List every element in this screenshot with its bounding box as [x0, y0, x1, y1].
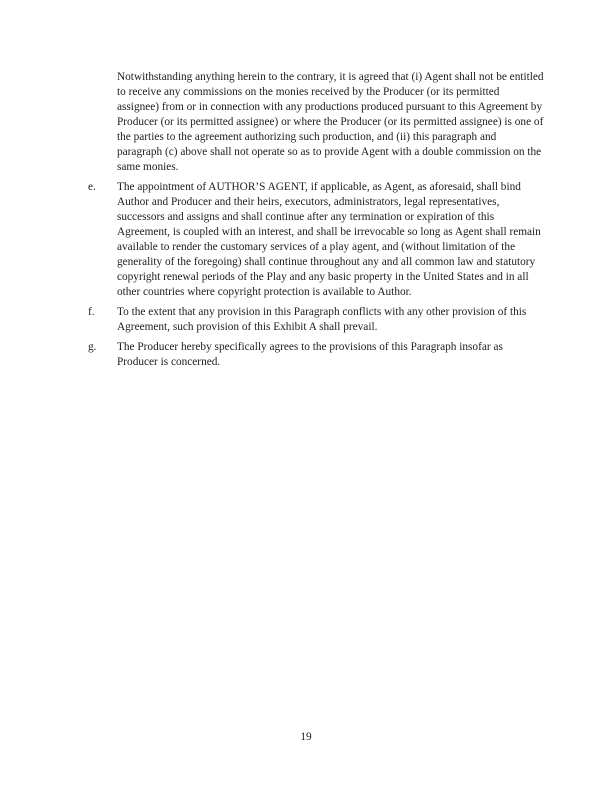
list-item-g — [88, 340, 544, 370]
list-marker-f: f. — [88, 306, 95, 318]
list-marker-e: e. — [88, 181, 96, 193]
list-item-f-text: To the extent that any provision in this Paragraph conflicts with any other provision of this Agreement, such provision of this Exhibit A shall prevail. — [117, 306, 527, 333]
list-item-e-text: The appointment of AUTHOR’S AGENT, if applicable, as Agent, as aforesaid, shall bind Author and Producer and their heirs, executors, administrators, legal representatives, successors and assigns and shall continue after any termination or expiration of this Agreement, is coupled with an interest, and shall be irrevocable so long as Agent shall remain available to render the customary services of a play agent, and (without limitation of the generality of the foregoing) shall continue throughout any and all common law and statutory copyright renewal periods of the Play and any basic property in the United States and in all other countries where copyright protection is available to Author. — [117, 181, 541, 298]
list-item-f — [88, 305, 544, 335]
page-number: 19 — [300, 731, 312, 743]
list-marker-g: g. — [88, 341, 97, 353]
document-content — [88, 70, 544, 375]
list-item-e — [88, 180, 544, 300]
list-item-g-text: The Producer hereby specifically agrees to the provisions of this Paragraph insofar as Producer is concerned. — [117, 341, 503, 368]
paragraph-continuation: Notwithstanding anything herein to the contrary, it is agreed that (i) Agent shall not be entitled to receive any commissions on the monies received by the Producer (or its permitted assignee) from or in connection with any productions produced pursuant to this Agreement by Producer (or its permitted assignee) or where the Producer (or its permitted assignee) is one of the parties to the agreement authorizing such production, and (ii) this paragraph and paragraph (c) above shall not operate so as to provide Agent with a double commission on the same monies. — [117, 71, 544, 173]
page-footer — [0, 730, 612, 745]
